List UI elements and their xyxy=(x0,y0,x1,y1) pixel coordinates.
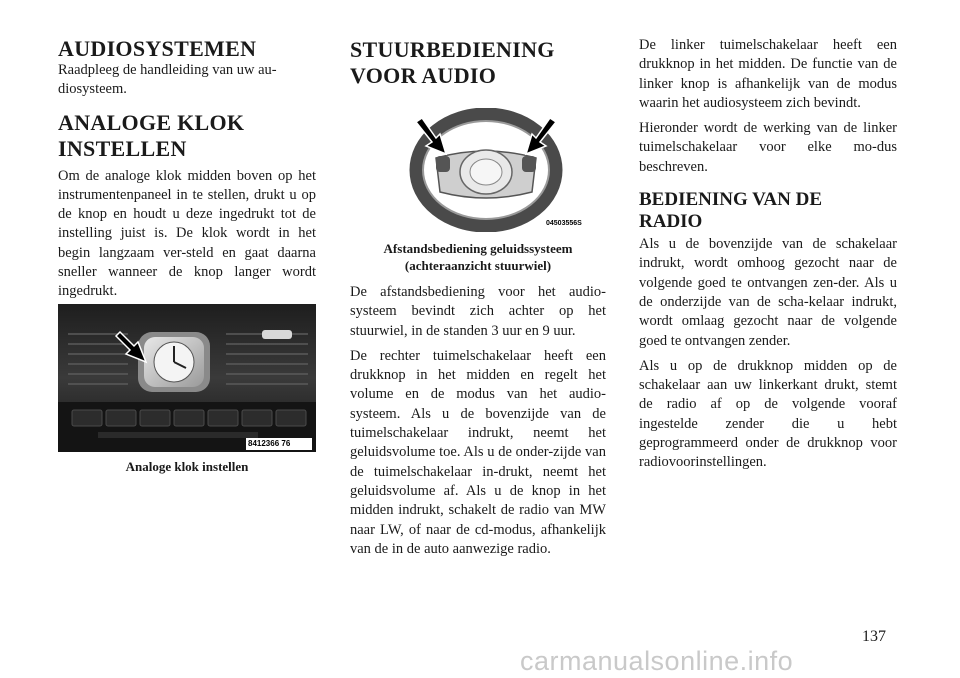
heading-line: RADIO xyxy=(639,211,703,233)
steering-wheel-figure xyxy=(406,108,590,232)
watermark: carmanualsonline.info xyxy=(520,646,794,676)
steering-wheel-illustration xyxy=(406,108,590,232)
column-middle-text xyxy=(350,283,606,559)
paragraph-radio-preset: Als u op de drukknop midden op de schakelaar aan uw linkerkant drukt, stemt de radio af op de volgende vooraf ingestelde zender die u hebt geprogrammeerd onder de drukknop voor radiovoorinstellingen. xyxy=(639,357,897,471)
paragraph-audio-manual: Raadpleeg de handleiding van uw au-diosysteem. xyxy=(58,62,277,98)
heading-line: ANALOGE KLOK xyxy=(58,109,245,135)
column-right xyxy=(639,0,897,473)
caption-line: (achteraanzicht stuurwiel) xyxy=(404,258,552,273)
heading-analoge-klok xyxy=(58,110,316,162)
figure-code: 8412366 76 xyxy=(248,439,291,448)
paragraph-right-rocker: De rechter tuimelschakelaar heeft een drukknop in het midden en regelt het volume en de modus van het audio-systeem. Als u de bovenzijde van de tuimelschakelaar indrukt, neemt het geluidsvolume toe. Als u de onder-zijde van de tuimelschakelaar in-drukt, neemt het geluidsvolume af. Als u de knop in het midden indrukt, schakelt de radio van MW naar LW, of naar de cd-modus, afhankelijk van de in de auto aanwezige radio. xyxy=(350,347,606,557)
paragraph-rocker-description: Hieronder wordt de werking van de linker tuimelschakelaar voor elke mo-dus beschreven. xyxy=(639,120,897,175)
clock-figure-caption: Analoge klok instellen xyxy=(125,459,249,474)
figure-code: 04503556S xyxy=(546,220,582,227)
heading-line: VOOR AUDIO xyxy=(350,63,497,88)
heading-line: STUURBEDIENING xyxy=(350,37,555,62)
heading-bediening-radio xyxy=(639,189,897,233)
heading-stuurbediening xyxy=(350,37,606,89)
steering-figure-caption xyxy=(350,240,606,274)
paragraph-radio-seek: Als u de bovenzijde van de schakelaar indrukt, wordt omhoog gezocht naar de volgende goed te ontvangen zen-der. Als u de onderzijde van de scha-kelaar indrukt, wordt omlaag gezocht naar de volgende goed te ontvangen zender. xyxy=(639,236,897,349)
heading-audiosystemen: AUDIOSYSTEMEN xyxy=(58,36,257,61)
dashboard-clock-illustration xyxy=(58,304,316,452)
heading-line: BEDIENING VAN DE xyxy=(639,189,823,211)
column-middle xyxy=(350,0,606,557)
caption-line: Afstandsbediening geluidssysteem xyxy=(383,241,573,256)
column-left xyxy=(58,0,316,474)
page-number: 137 xyxy=(862,628,886,645)
heading-line: INSTELLEN xyxy=(58,135,187,161)
paragraph-clock-instructions: Om de analoge klok midden boven op het instrumentenpaneel in te stellen, drukt u op de knop en houdt u deze ingedrukt tot de instelling juist is. De klok wordt in het begin langzaam ver-steld en gaat daarna sneller wanneer de knop langer wordt ingedrukt. xyxy=(58,167,316,300)
paragraph-remote-location: De afstandsbediening voor het audio-systeem bevindt zich achter op het stuurwiel, in de standen 3 uur en 9 uur. xyxy=(350,284,606,339)
clock-figure xyxy=(58,304,316,452)
paragraph-left-rocker: De linker tuimelschakelaar heeft een drukknop in het midden. De functie van de linker knop is afhankelijk van de modus waarin het audiosysteem zich bevindt. xyxy=(639,37,897,111)
